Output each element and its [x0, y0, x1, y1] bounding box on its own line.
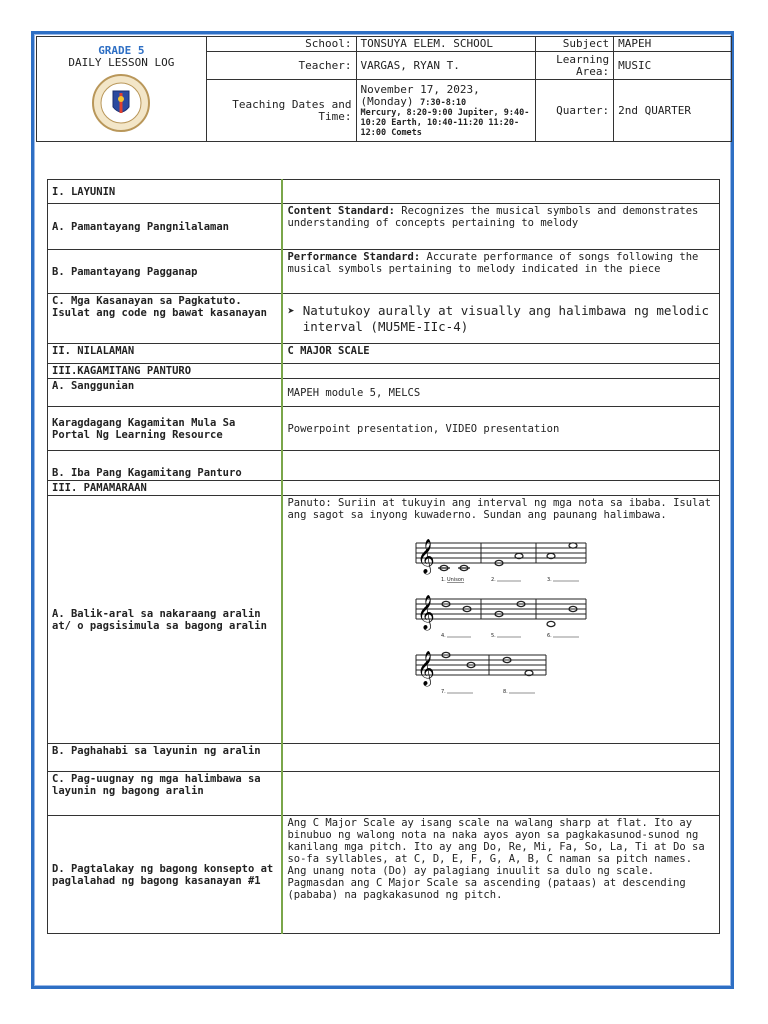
- blank-5-number: 5.: [491, 633, 496, 639]
- blank-7-number: 7.: [441, 689, 446, 695]
- music-staff-2: [411, 587, 591, 643]
- kagamitan-label: III.KAGAMITANG PANTURO: [48, 364, 283, 379]
- music-staff-1: [411, 531, 591, 587]
- karagdagang-label: Karagdagang Kagamitan Mula Sa Portal Ng Learning Resource: [48, 407, 283, 451]
- paguugnay-value: [282, 772, 719, 816]
- grade-label: GRADE 5: [98, 44, 145, 57]
- log-title: DAILY LESSON LOG: [68, 56, 175, 69]
- nilalaman-label: II. NILALAMAN: [48, 344, 283, 364]
- header-table: [36, 36, 732, 142]
- content-standard-title: Content Standard:: [287, 205, 395, 217]
- paghahabi-value: [282, 744, 719, 772]
- treble-clef-icon: 𝄞: [417, 539, 435, 574]
- quarter-label: Quarter:: [536, 80, 614, 142]
- quarter-value: 2nd QUARTER: [614, 80, 732, 142]
- kasanayan-cell: [282, 294, 719, 344]
- interval-exercise: [287, 531, 715, 699]
- example-answer: Unison: [447, 577, 465, 583]
- pagtalakay-text: Ang C Major Scale ay isang scale na walang sharp at flat. Ito ay binubuo ng walong nota na naka ayos ayon sa pagkakasunod-sunod ng kanilang mga pitch. Ito ay ang Do, Re, Mi, Fa, So, La, Ti at Do sa so-fa syllables, at C, D, E, F, G, A, B, C naman sa pitch names. Ang unang nota (Do) ay palagiang inuulit sa dulo ng scale. Pagmasdan ang C Major Scale sa ascending (pataas) at descending (pababa) na pagkakasunod ng pitch.: [282, 816, 719, 934]
- pangnilalaman-label: A. Pamantayang Pangnilalaman: [48, 204, 283, 250]
- time-main: 7:30-8:10: [420, 97, 467, 108]
- nilalaman-value: C MAJOR SCALE: [282, 344, 719, 364]
- note-6a: [547, 621, 555, 626]
- area-value: MUSIC: [614, 52, 732, 80]
- blank-1-number: 1.: [441, 577, 446, 583]
- dates-value: [356, 80, 536, 142]
- teacher-label: Teacher:: [206, 52, 356, 80]
- layunin-value: [282, 180, 719, 204]
- deped-seal-icon: [91, 73, 151, 133]
- pagganap-label: B. Pamantayang Pagganap: [48, 250, 283, 294]
- kasanayan-label: C. Mga Kasanayan sa Pagkatuto. Isulat ang code ng bawat kasanayan: [48, 294, 283, 344]
- blank-3-number: 3.: [547, 577, 552, 583]
- note-3b: [569, 543, 577, 548]
- layunin-label: I. LAYUNIN: [48, 180, 283, 204]
- time-sections: Mercury, 8:20-9:00 Jupiter, 9:40-10:20 Earth, 10:40-11:20 11:20-12:00 Comets: [360, 107, 530, 138]
- kagamitan-value: [282, 364, 719, 379]
- school-label: School:: [206, 37, 356, 52]
- performance-standard-title: Performance Standard:: [287, 251, 421, 263]
- arrow-bullet-icon: ➤: [287, 303, 295, 318]
- pamamaraan-value: [282, 481, 719, 496]
- date-text: November 17, 2023, (Monday): [360, 82, 480, 108]
- treble-clef-icon: 𝄞: [417, 651, 435, 686]
- blank-2-number: 2.: [491, 577, 496, 583]
- blank-4-number: 4.: [441, 633, 446, 639]
- treble-clef-icon: 𝄞: [417, 595, 435, 630]
- music-staff-3: [411, 643, 591, 699]
- iba-value: [282, 451, 719, 481]
- pagtalakay-label: D. Pagtalakay ng bagong konsepto at paglalahad ng bagong kasanayan #1: [48, 816, 283, 934]
- kasanayan-text: Natutukoy aurally at visually ang halimbawa ng melodic interval (MU5ME-IIc-4): [302, 302, 710, 334]
- content-standard: [282, 204, 719, 250]
- performance-standard-text: Accurate performance of songs following the musical symbols pertaining to melody indicated in the piece: [287, 251, 699, 275]
- dates-label: Teaching Dates and Time:: [206, 80, 356, 142]
- paghahabi-label: B. Paghahabi sa layunin ng aralin: [48, 744, 283, 772]
- lesson-table: [47, 179, 720, 934]
- balik-cell: [282, 496, 719, 744]
- content-standard-text: Recognizes the musical symbols and demonstrates understanding of concepts pertaining to melody: [287, 205, 699, 229]
- blank-6-number: 6.: [547, 633, 552, 639]
- performance-standard: [282, 250, 719, 294]
- teacher-value: VARGAS, RYAN T.: [356, 52, 536, 80]
- pamamaraan-label: III. PAMAMARAAN: [48, 481, 283, 496]
- balik-instructions: Panuto: Suriin at tukuyin ang interval ng mga nota sa ibaba. Isulat ang sagot sa inyong kuwaderno. Sundan ang paunang halimbawa.: [287, 497, 711, 521]
- sanggunian-label: A. Sanggunian: [48, 379, 283, 407]
- sanggunian-value: MAPEH module 5, MELCS: [282, 379, 719, 407]
- balik-label: A. Balik-aral sa nakaraang aralin at/ o pagsisimula sa bagong aralin: [48, 496, 283, 744]
- karagdagang-value: Powerpoint presentation, VIDEO presentation: [282, 407, 719, 451]
- iba-label: B. Iba Pang Kagamitang Panturo: [48, 451, 283, 481]
- blank-8-number: 8.: [503, 689, 508, 695]
- area-label: Learning Area:: [536, 52, 614, 80]
- subject-label: Subject: [536, 37, 614, 52]
- school-value: TONSUYA ELEM. SCHOOL: [356, 37, 536, 52]
- paguugnay-label: C. Pag-uugnay ng mga halimbawa sa layunin ng bagong aralin: [48, 772, 283, 816]
- header-logo-cell: [37, 37, 207, 142]
- subject-value: MAPEH: [614, 37, 732, 52]
